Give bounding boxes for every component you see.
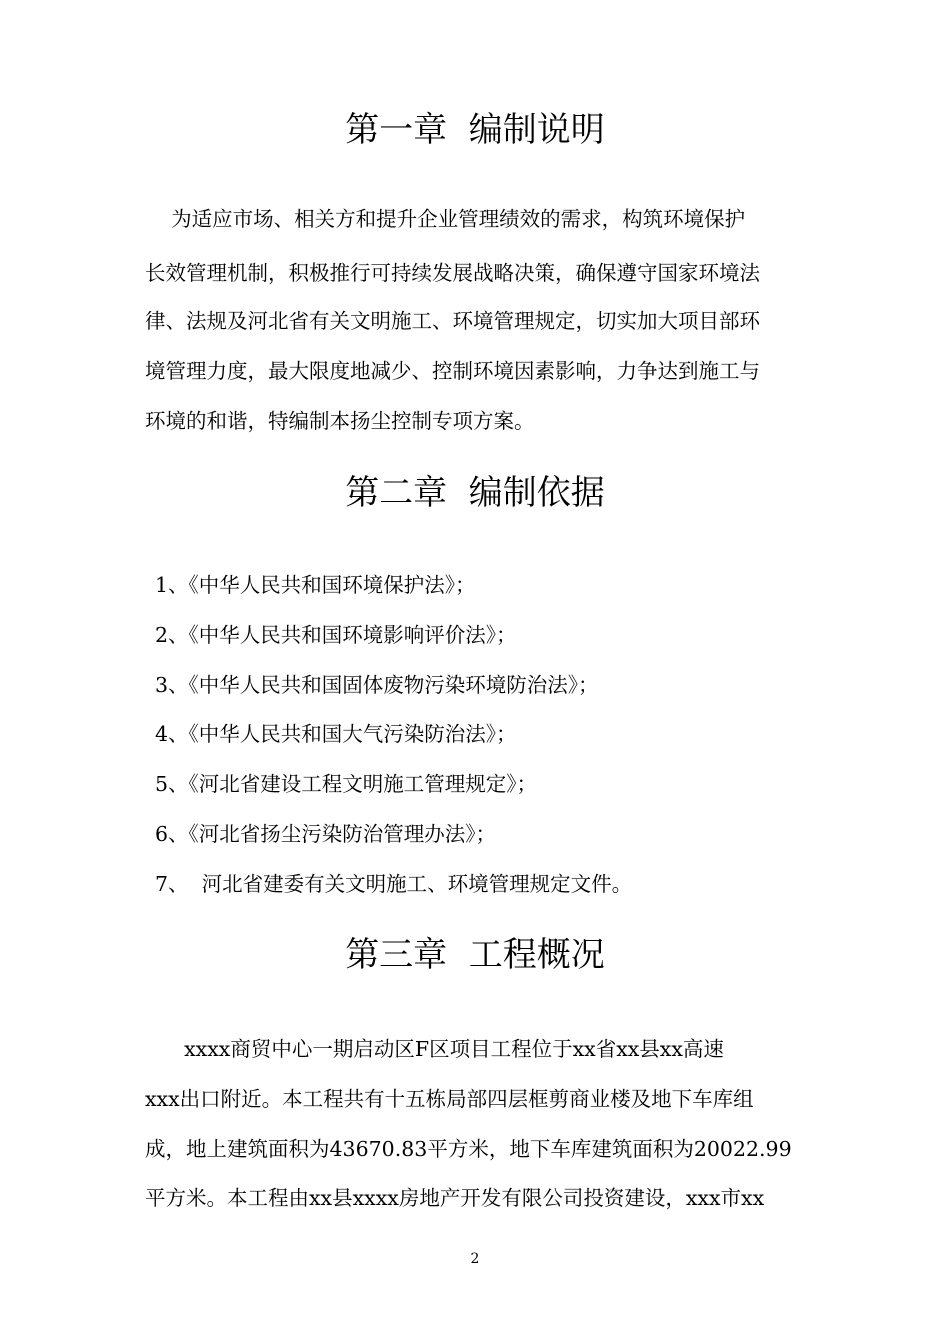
- chapter-1-line: 律、法规及河北省有关文明施工、环境管理规定，切实加大项目部环: [145, 309, 760, 333]
- chapter-3-line: xxxx商贸中心一期启动区F区项目工程位于xx省xx县xx高速: [145, 1037, 724, 1061]
- chapter-3-line: 平方米。本工程由xx县xxxx房地产开发有限公司投资建设，xxx市xx: [145, 1186, 765, 1210]
- chapter-1-line: 境管理力度，最大限度地减少、控制环境因素影响，力争达到施工与: [145, 359, 760, 383]
- chapter-1-title: 第一章 编制说明: [345, 110, 605, 150]
- chapter-3-line: xxx出口附近。本工程共有十五栋局部四层框剪商业楼及地下车库组: [145, 1087, 754, 1111]
- reference-item: 4、《中华人民共和国大气污染防治法》；: [155, 722, 517, 746]
- reference-item: 2、《中华人民共和国环境影响评价法》；: [155, 623, 517, 647]
- page-number: 2: [470, 1251, 480, 1267]
- chapter-1-line: 环境的和谐，特编制本扬尘控制专项方案。: [145, 409, 535, 433]
- reference-item: 7、 河北省建委有关文明施工、环境管理规定文件。: [155, 872, 633, 896]
- chapter-1-line: 长效管理机制，积极推行可持续发展战略决策，确保遵守国家环境法: [145, 261, 760, 285]
- reference-item: 1、《中华人民共和国环境保护法》；: [155, 573, 476, 597]
- reference-item: 6、《河北省扬尘污染防治管理办法》；: [155, 822, 497, 846]
- chapter-3-title: 第三章 工程概况: [345, 935, 605, 975]
- reference-item: 3、《中华人民共和国固体废物污染环境防治法》；: [155, 673, 599, 697]
- chapter-2-title: 第二章 编制依据: [345, 473, 605, 513]
- reference-item: 5、《河北省建设工程文明施工管理规定》；: [155, 772, 538, 796]
- chapter-3-line: 成，地上建筑面积为43670.83平方米，地下车库建筑面积为20022.99: [145, 1137, 792, 1161]
- chapter-1-line: 为适应市场、相关方和提升企业管理绩效的需求，构筑环境保护: [145, 207, 746, 231]
